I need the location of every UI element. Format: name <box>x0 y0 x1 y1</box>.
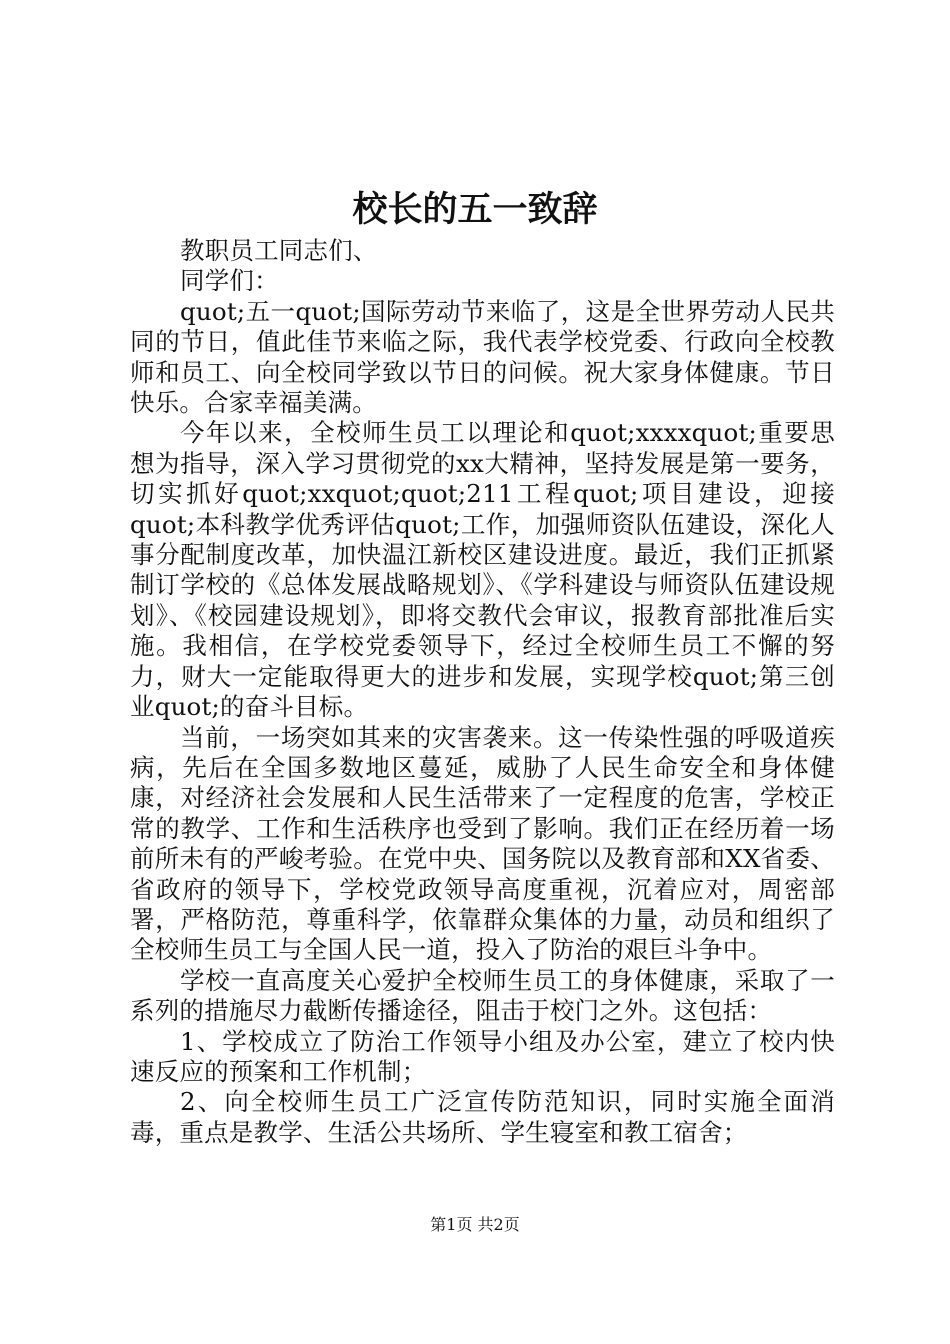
paragraph-measure-1: 1、学校成立了防治工作领导小组及办公室，建立了校内快速反应的预案和工作机制； <box>130 1026 835 1086</box>
document-title: 校长的五一致辞 <box>352 189 598 230</box>
salutation-students: 同学们： <box>180 266 279 296</box>
page-number: 第1页 共2页 <box>430 1215 520 1234</box>
salutation-staff: 教职员工同志们、 <box>180 236 378 265</box>
paragraph-greeting: quot;五一quot;国际劳动节来临了，这是全世界劳动人民共同的节日，值此佳节来临之际，我代表学校党委、行政向全校教师和员工、向全校同学致以节日的问候。祝大家身体健康。节日快乐。合家幸福美满。 <box>130 296 835 418</box>
paragraph-disaster: 当前，一场突如其来的灾害袭来。这一传染性强的呼吸道疾病，先后在全国多数地区蔓延，威胁了人民生命安全和身体健康，对经济社会发展和人民生活带来了一定程度的危害，学校正常的教学、工作和生活秩序也受到了影响。我们正在经历着一场前所未有的严峻考验。在党中央、国务院以及教育部和XX省委、省政府的领导下，学校党政领导高度重视，沉着应对，周密部署，严格防范，尊重科学，依靠群众集体的力量，动员和组织了全校师生员工与全国人民一道，投入了防治的艰巨斗争中。 <box>130 722 835 965</box>
document-body <box>130 236 835 1148</box>
paragraph-measure-2: 2、向全校师生员工广泛宣传防范知识，同时实施全面消毒，重点是教学、生活公共场所、学生寝室和教工宿舍； <box>130 1087 835 1147</box>
paragraph-achievements: 今年以来，全校师生员工以理论和quot;xxxxquot;重要思想为指导，深入学习贯彻党的xx大精神，坚持发展是第一要务，切实抓好quot;xxquot;quot;211工程quot;项目建设，迎接quot;本科教学优秀评估quot;工作，加强师资队伍建设，深化人事分配制度改革，加快温江新校区建设进度。最近，我们正抓紧制订学校的《总体发展战略规划》、《学科建设与师资队伍建设规划》、《校园建设规划》，即将交教代会审议，报教育部批准后实施。我相信，在学校党委领导下，经过全校师生员工不懈的努力，财大一定能取得更大的进步和发展，实现学校quot;第三创业quot;的奋斗目标。 <box>130 418 835 722</box>
paragraph-measures-intro: 学校一直高度关心爱护全校师生员工的身体健康，采取了一系列的措施尽力截断传播途径，阻击于校门之外。这包括： <box>130 965 835 1026</box>
